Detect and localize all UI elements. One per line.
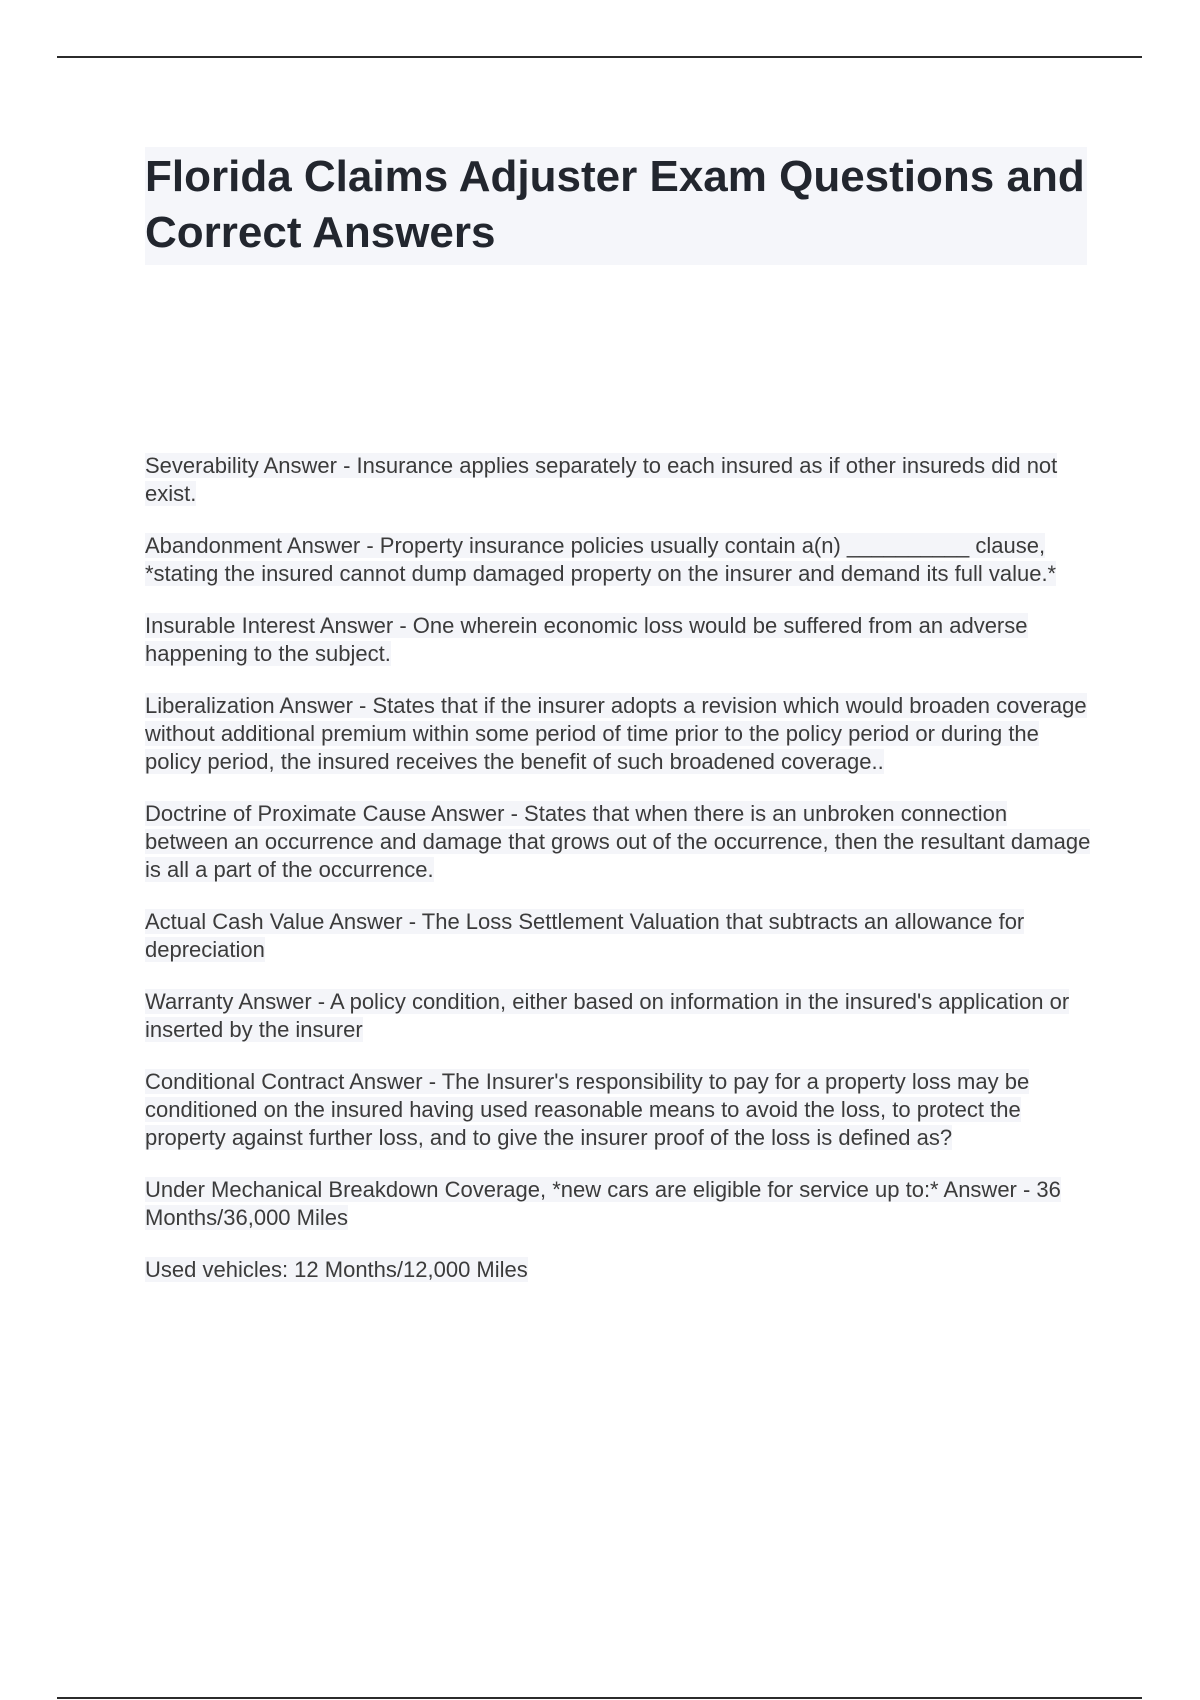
bottom-rule	[57, 1697, 1142, 1699]
qa-entry-warranty	[145, 988, 1095, 1044]
qa-entry-text: Liberalization Answer - States that if the insurer adopts a revision which would broaden coverage without additional premium within some period of time prior to the policy period or during the policy period, the insured receives the benefit of such broadened coverage..	[145, 693, 1087, 774]
qa-entry-proximate-cause	[145, 800, 1095, 884]
document-title: Florida Claims Adjuster Exam Questions and Correct Answers	[145, 147, 1087, 265]
qa-entry-actual-cash-value	[145, 908, 1095, 964]
top-rule	[57, 56, 1142, 58]
qa-entry-used-vehicles	[145, 1256, 1095, 1284]
qa-list	[145, 452, 1095, 1308]
qa-entry-liberalization	[145, 692, 1095, 776]
qa-entry-text: Abandonment Answer - Property insurance policies usually contain a(n) __________ clause, *stating the insured cannot dump damaged property on the insurer and demand its full value.*	[145, 533, 1057, 586]
qa-entry-text: Conditional Contract Answer - The Insurer's responsibility to pay for a property loss may be conditioned on the insured having used reasonable means to avoid the loss, to protect the property against further loss, and to give the insurer proof of the loss is defined as?	[145, 1069, 1030, 1150]
qa-entry-mechanical-breakdown	[145, 1176, 1095, 1232]
qa-entry-severability	[145, 452, 1095, 508]
qa-entry-text: Warranty Answer - A policy condition, either based on information in the insured's application or inserted by the insurer	[145, 989, 1070, 1042]
qa-entry-conditional-contract	[145, 1068, 1095, 1152]
qa-entry-abandonment	[145, 532, 1095, 588]
qa-entry-text: Used vehicles: 12 Months/12,000 Miles	[145, 1257, 528, 1282]
qa-entry-text: Under Mechanical Breakdown Coverage, *new cars are eligible for service up to:* Answer - 36 Months/36,000 Miles	[145, 1177, 1061, 1230]
qa-entry-text: Severability Answer - Insurance applies separately to each insured as if other insureds did not exist.	[145, 453, 1058, 506]
qa-entry-insurable-interest	[145, 612, 1095, 668]
qa-entry-text: Insurable Interest Answer - One wherein economic loss would be suffered from an adverse happening to the subject.	[145, 613, 1028, 666]
qa-entry-text: Actual Cash Value Answer - The Loss Settlement Valuation that subtracts an allowance for depreciation	[145, 909, 1025, 962]
qa-entry-text: Doctrine of Proximate Cause Answer - States that when there is an unbroken connection between an occurrence and damage that grows out of the occurrence, then the resultant damage is all a part of the occurrence.	[145, 801, 1091, 882]
